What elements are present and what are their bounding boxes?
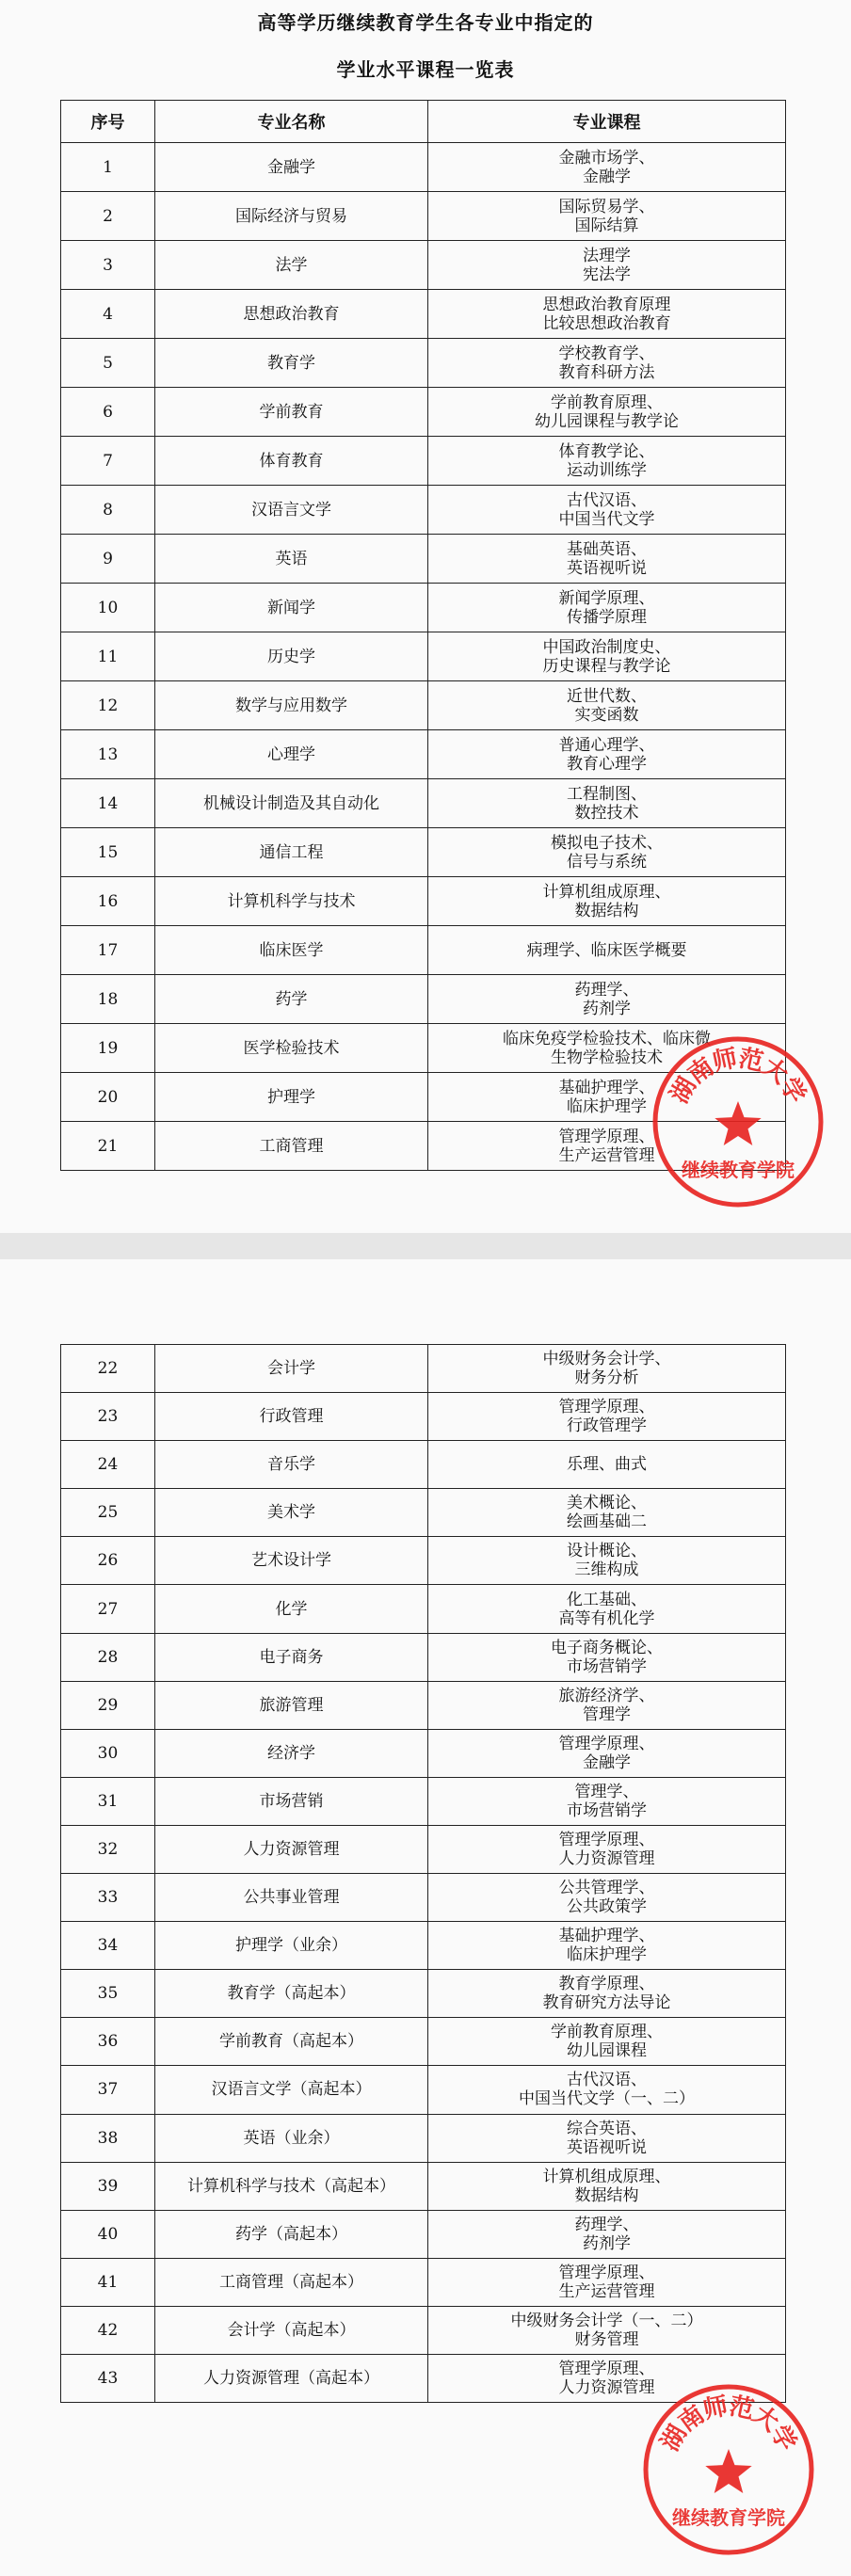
- table-row: [61, 975, 786, 1024]
- cell-course: 计算机组成原理、 数据结构: [428, 877, 786, 926]
- cell-course: 病理学、临床医学概要: [428, 926, 786, 975]
- cell-course: 公共管理学、 公共政策学: [428, 1874, 786, 1922]
- cell-major: 工商管理（高起本）: [155, 2258, 428, 2306]
- cell-no: 7: [61, 437, 155, 486]
- cell-course: 管理学、 市场营销学: [428, 1777, 786, 1825]
- header-course: 专业课程: [428, 101, 786, 143]
- cell-major: 美术学: [155, 1489, 428, 1537]
- svg-text:范: 范: [735, 1044, 766, 1078]
- table-row: [61, 2162, 786, 2210]
- cell-major: 公共事业管理: [155, 1874, 428, 1922]
- cell-course: 中级财务会计学、 财务分析: [428, 1345, 786, 1393]
- cell-course: 普通心理学、 教育心理学: [428, 730, 786, 779]
- cell-no: 39: [61, 2162, 155, 2210]
- cell-course: 学校教育学、 教育科研方法: [428, 339, 786, 388]
- cell-major: 会计学: [155, 1345, 428, 1393]
- cell-major: 机械设计制造及其自动化: [155, 779, 428, 828]
- cell-major: 通信工程: [155, 828, 428, 877]
- cell-major: 历史学: [155, 632, 428, 681]
- cell-major: 艺术设计学: [155, 1537, 428, 1585]
- cell-course: 教育学原理、 教育研究方法导论: [428, 1970, 786, 2018]
- table-body-part1: [61, 143, 786, 1171]
- table-row: [61, 388, 786, 437]
- table-row: [61, 1777, 786, 1825]
- cell-no: 30: [61, 1729, 155, 1777]
- cell-course: 管理学原理、 人力资源管理: [428, 1825, 786, 1873]
- cell-course: 中级财务会计学（一、二） 财务管理: [428, 2306, 786, 2354]
- table-row: [61, 779, 786, 828]
- cell-no: 27: [61, 1585, 155, 1633]
- cell-no: 16: [61, 877, 155, 926]
- cell-no: 21: [61, 1122, 155, 1171]
- cell-course: 电子商务概论、 市场营销学: [428, 1633, 786, 1681]
- cell-course: 近世代数、 实变函数: [428, 681, 786, 730]
- cell-major: 国际经济与贸易: [155, 192, 428, 241]
- cell-no: 31: [61, 1777, 155, 1825]
- cell-no: 9: [61, 535, 155, 584]
- cell-course: 金融市场学、 金融学: [428, 143, 786, 192]
- cell-major: 学前教育: [155, 388, 428, 437]
- svg-text:大: 大: [756, 1052, 794, 1090]
- cell-major: 汉语言文学（高起本）: [155, 2066, 428, 2114]
- cell-no: 36: [61, 2018, 155, 2066]
- cell-course: 古代汉语、 中国当代文学: [428, 486, 786, 535]
- table-row: [61, 1393, 786, 1441]
- svg-text:师: 师: [700, 2392, 731, 2425]
- cell-course: 思想政治教育原理 比较思想政治教育: [428, 290, 786, 339]
- table-row: [61, 1441, 786, 1489]
- table-row: [61, 1585, 786, 1633]
- cell-major: 体育教育: [155, 437, 428, 486]
- header-no: 序号: [61, 101, 155, 143]
- cell-major: 化学: [155, 1585, 428, 1633]
- cell-no: 29: [61, 1681, 155, 1729]
- table-row: [61, 926, 786, 975]
- cell-course: 临床免疫学检验技术、临床微 生物学检验技术: [428, 1024, 786, 1073]
- table-row: [61, 1874, 786, 1922]
- table-row: [61, 1345, 786, 1393]
- cell-major: 教育学（高起本）: [155, 1970, 428, 2018]
- svg-text:范: 范: [726, 2392, 757, 2425]
- cell-no: 18: [61, 975, 155, 1024]
- cell-major: 计算机科学与技术: [155, 877, 428, 926]
- header-major: 专业名称: [155, 101, 428, 143]
- table-row: [61, 192, 786, 241]
- cell-major: 行政管理: [155, 1393, 428, 1441]
- cell-no: 37: [61, 2066, 155, 2114]
- svg-text:湖: 湖: [665, 1072, 702, 1109]
- cell-no: 28: [61, 1633, 155, 1681]
- cell-course: 工程制图、 数控技术: [428, 779, 786, 828]
- cell-course: 管理学原理、 人力资源管理: [428, 2354, 786, 2402]
- cell-major: 人力资源管理（高起本）: [155, 2354, 428, 2402]
- document-page-1: [0, 0, 851, 1233]
- svg-text:南: 南: [682, 1052, 720, 1090]
- cell-course: 模拟电子技术、 信号与系统: [428, 828, 786, 877]
- cell-no: 3: [61, 241, 155, 290]
- cell-course: 法理学 宪法学: [428, 241, 786, 290]
- cell-no: 6: [61, 388, 155, 437]
- cell-course: 综合英语、 英语视听说: [428, 2114, 786, 2162]
- cell-course: 学前教育原理、 幼儿园课程: [428, 2018, 786, 2066]
- cell-no: 35: [61, 1970, 155, 2018]
- cell-major: 电子商务: [155, 1633, 428, 1681]
- table-row: [61, 241, 786, 290]
- cell-major: 汉语言文学: [155, 486, 428, 535]
- cell-no: 15: [61, 828, 155, 877]
- cell-course: 药理学、 药剂学: [428, 975, 786, 1024]
- cell-course: 管理学原理、 金融学: [428, 1729, 786, 1777]
- cell-major: 会计学（高起本）: [155, 2306, 428, 2354]
- table-row: [61, 535, 786, 584]
- svg-text:学: 学: [774, 1072, 811, 1109]
- table-row: [61, 339, 786, 388]
- cell-course: 中国政治制度史、 历史课程与教学论: [428, 632, 786, 681]
- cell-course: 设计概论、 三维构成: [428, 1537, 786, 1585]
- cell-major: 英语（业余）: [155, 2114, 428, 2162]
- cell-no: 4: [61, 290, 155, 339]
- cell-no: 34: [61, 1922, 155, 1970]
- cell-major: 金融学: [155, 143, 428, 192]
- table-row: [61, 2210, 786, 2258]
- cell-no: 41: [61, 2258, 155, 2306]
- cell-no: 24: [61, 1441, 155, 1489]
- svg-text:继续教育学院: 继续教育学院: [672, 2506, 785, 2529]
- table-row: [61, 1489, 786, 1537]
- cell-no: 32: [61, 1825, 155, 1873]
- table-row: [61, 1633, 786, 1681]
- cell-no: 33: [61, 1874, 155, 1922]
- cell-major: 心理学: [155, 730, 428, 779]
- cell-course: 古代汉语、 中国当代文学（一、二）: [428, 2066, 786, 2114]
- table-row: [61, 730, 786, 779]
- table-row: [61, 632, 786, 681]
- cell-major: 护理学: [155, 1073, 428, 1122]
- cell-course: 国际贸易学、 国际结算: [428, 192, 786, 241]
- cell-no: 17: [61, 926, 155, 975]
- cell-no: 19: [61, 1024, 155, 1073]
- table-row: [61, 2018, 786, 2066]
- cell-no: 14: [61, 779, 155, 828]
- cell-major: 经济学: [155, 1729, 428, 1777]
- page-gap: [0, 1233, 851, 1259]
- cell-no: 25: [61, 1489, 155, 1537]
- cell-course: 体育教学论、 运动训练学: [428, 437, 786, 486]
- cell-course: 管理学原理、 生产运营管理: [428, 1122, 786, 1171]
- table-row: [61, 1970, 786, 2018]
- cell-course: 管理学原理、 生产运营管理: [428, 2258, 786, 2306]
- svg-text:湖: 湖: [655, 2420, 693, 2456]
- table-row: [61, 2114, 786, 2162]
- cell-major: 护理学（业余）: [155, 1922, 428, 1970]
- cell-no: 20: [61, 1073, 155, 1122]
- table-row: [61, 437, 786, 486]
- course-table-part1: [60, 100, 786, 1171]
- cell-no: 2: [61, 192, 155, 241]
- document-title-line2: 学业水平课程一览表: [336, 58, 515, 81]
- cell-major: 新闻学: [155, 584, 428, 632]
- cell-major: 计算机科学与技术（高起本）: [155, 2162, 428, 2210]
- cell-course: 学前教育原理、 幼儿园课程与教学论: [428, 388, 786, 437]
- cell-course: 计算机组成原理、 数据结构: [428, 2162, 786, 2210]
- cell-major: 工商管理: [155, 1122, 428, 1171]
- cell-course: 化工基础、 高等有机化学: [428, 1585, 786, 1633]
- table-row: [61, 1073, 786, 1122]
- cell-course: 乐理、曲式: [428, 1441, 786, 1489]
- cell-major: 旅游管理: [155, 1681, 428, 1729]
- cell-major: 数学与应用数学: [155, 681, 428, 730]
- cell-course: 基础护理学、 临床护理学: [428, 1073, 786, 1122]
- university-seal-stamp: [640, 2381, 817, 2558]
- table-row: [61, 1729, 786, 1777]
- cell-no: 11: [61, 632, 155, 681]
- table-body-part2: [61, 1345, 786, 2403]
- cell-no: 38: [61, 2114, 155, 2162]
- table-row: [61, 1825, 786, 1873]
- svg-text:南: 南: [673, 2400, 711, 2438]
- table-row: [61, 2258, 786, 2306]
- cell-no: 10: [61, 584, 155, 632]
- svg-text:学: 学: [764, 2420, 802, 2456]
- cell-no: 1: [61, 143, 155, 192]
- cell-course: 基础护理学、 临床护理学: [428, 1922, 786, 1970]
- table-row: [61, 1922, 786, 1970]
- cell-course: 美术概论、 绘画基础二: [428, 1489, 786, 1537]
- svg-text:继续教育学院: 继续教育学院: [682, 1159, 795, 1181]
- cell-major: 医学检验技术: [155, 1024, 428, 1073]
- table-row: [61, 1122, 786, 1171]
- table-row: [61, 584, 786, 632]
- cell-course: 管理学原理、 行政管理学: [428, 1393, 786, 1441]
- cell-major: 法学: [155, 241, 428, 290]
- cell-major: 音乐学: [155, 1441, 428, 1489]
- document-title-line1: 高等学历继续教育学生各专业中指定的: [257, 11, 594, 34]
- table-row: [61, 143, 786, 192]
- cell-no: 43: [61, 2354, 155, 2402]
- table-header-row: [61, 101, 786, 143]
- table-row: [61, 828, 786, 877]
- cell-no: 22: [61, 1345, 155, 1393]
- cell-major: 英语: [155, 535, 428, 584]
- cell-major: 药学: [155, 975, 428, 1024]
- table-row: [61, 290, 786, 339]
- cell-no: 12: [61, 681, 155, 730]
- cell-major: 人力资源管理: [155, 1825, 428, 1873]
- table-row: [61, 2306, 786, 2354]
- cell-course: 基础英语、 英语视听说: [428, 535, 786, 584]
- cell-course: 药理学、 药剂学: [428, 2210, 786, 2258]
- cell-no: 8: [61, 486, 155, 535]
- cell-no: 26: [61, 1537, 155, 1585]
- cell-no: 13: [61, 730, 155, 779]
- table-row: [61, 1024, 786, 1073]
- cell-major: 临床医学: [155, 926, 428, 975]
- table-row: [61, 2066, 786, 2114]
- cell-course: 旅游经济学、 管理学: [428, 1681, 786, 1729]
- svg-text:师: 师: [710, 1044, 741, 1078]
- table-row: [61, 1537, 786, 1585]
- cell-major: 思想政治教育: [155, 290, 428, 339]
- cell-major: 学前教育（高起本）: [155, 2018, 428, 2066]
- cell-major: 市场营销: [155, 1777, 428, 1825]
- table-row: [61, 486, 786, 535]
- table-row: [61, 1681, 786, 1729]
- table-row: [61, 877, 786, 926]
- table-row: [61, 681, 786, 730]
- cell-major: 药学（高起本）: [155, 2210, 428, 2258]
- course-table-part2: [60, 1344, 786, 2403]
- svg-text:大: 大: [747, 2400, 784, 2438]
- document-page-2: [0, 1259, 851, 2576]
- cell-no: 5: [61, 339, 155, 388]
- table-row: [61, 2354, 786, 2402]
- cell-no: 40: [61, 2210, 155, 2258]
- cell-no: 23: [61, 1393, 155, 1441]
- cell-no: 42: [61, 2306, 155, 2354]
- cell-major: 教育学: [155, 339, 428, 388]
- cell-course: 新闻学原理、 传播学原理: [428, 584, 786, 632]
